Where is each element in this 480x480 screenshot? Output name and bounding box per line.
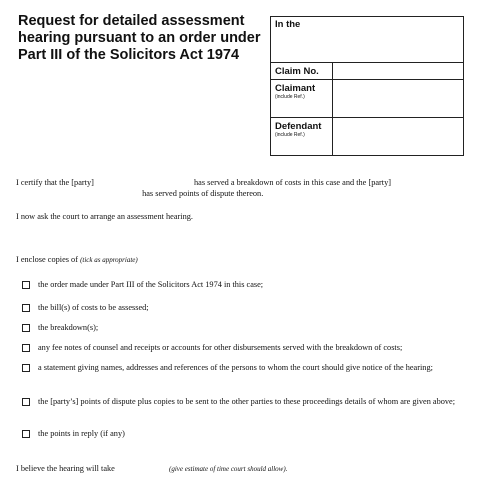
enclose-line [16,255,138,265]
enclose-note: (tick as appropriate) [80,256,138,264]
enclose-text: I enclose copies of [16,255,78,264]
enclosure-label: the bill(s) of costs to be assessed; [38,303,149,312]
certify-line-1 [16,178,391,188]
enclosure-checkbox[interactable] [22,344,30,352]
believe-note: (give estimate of time court should allow). [169,465,288,473]
enclosure-checkbox[interactable] [22,398,30,406]
defendant-row [271,117,463,156]
in-the-label: In the [275,19,301,30]
court-name-field[interactable] [271,17,463,62]
enclosure-label: the points in reply (if any) [38,429,125,438]
believe-line [16,464,287,474]
defendant-label: Defendant [275,121,322,132]
claimant-row [271,79,463,118]
enclosure-checkbox[interactable] [22,304,30,312]
claimant-label: Claimant [275,83,316,94]
enclosure-checkbox[interactable] [22,324,30,332]
certify-text-3: has served points of dispute thereon. [142,189,264,198]
enclosure-checkbox[interactable] [22,281,30,289]
defendant-field[interactable] [332,118,333,156]
claimant-field[interactable] [332,80,333,118]
claim-no-row [271,62,463,80]
form-title: Request for detailed assessment hearing pursuant to an order under Part III of the Solicitors Act 1974 [18,13,261,63]
enclosure-label: the order made under Part III of the Solicitors Act 1974 in this case; [38,280,264,289]
enclosure-label: a statement giving names, addresses and references of the persons to whom the court should give notice of the hearing; [38,363,433,372]
enclosure-label: the breakdown(s); [38,323,99,332]
claim-no-label: Claim No. [275,66,319,77]
enclosure-label: any fee notes of counsel and receipts or accounts for other disbursements served with the breakdown of costs; [38,343,403,352]
claimant-ref-label: (include Ref.) [275,94,305,100]
ask-court-text: I now ask the court to arrange an assessment hearing. [16,212,193,221]
certify-text-1: I certify that the [party] [16,178,94,187]
enclosure-checkbox[interactable] [22,364,30,372]
certify-text-2: has served a breakdown of costs in this case and the [party] [194,178,392,187]
case-details-box [270,16,464,156]
claim-no-field[interactable] [332,63,333,80]
enclosure-checkbox[interactable] [22,430,30,438]
believe-text: I believe the hearing will take [16,464,115,473]
certify-line-2 [16,189,263,199]
defendant-ref-label: (include Ref.) [275,132,305,138]
enclosure-label: the [party’s] points of dispute plus copies to be sent to the other parties to these proceedings details of whom are given above; [38,397,456,406]
